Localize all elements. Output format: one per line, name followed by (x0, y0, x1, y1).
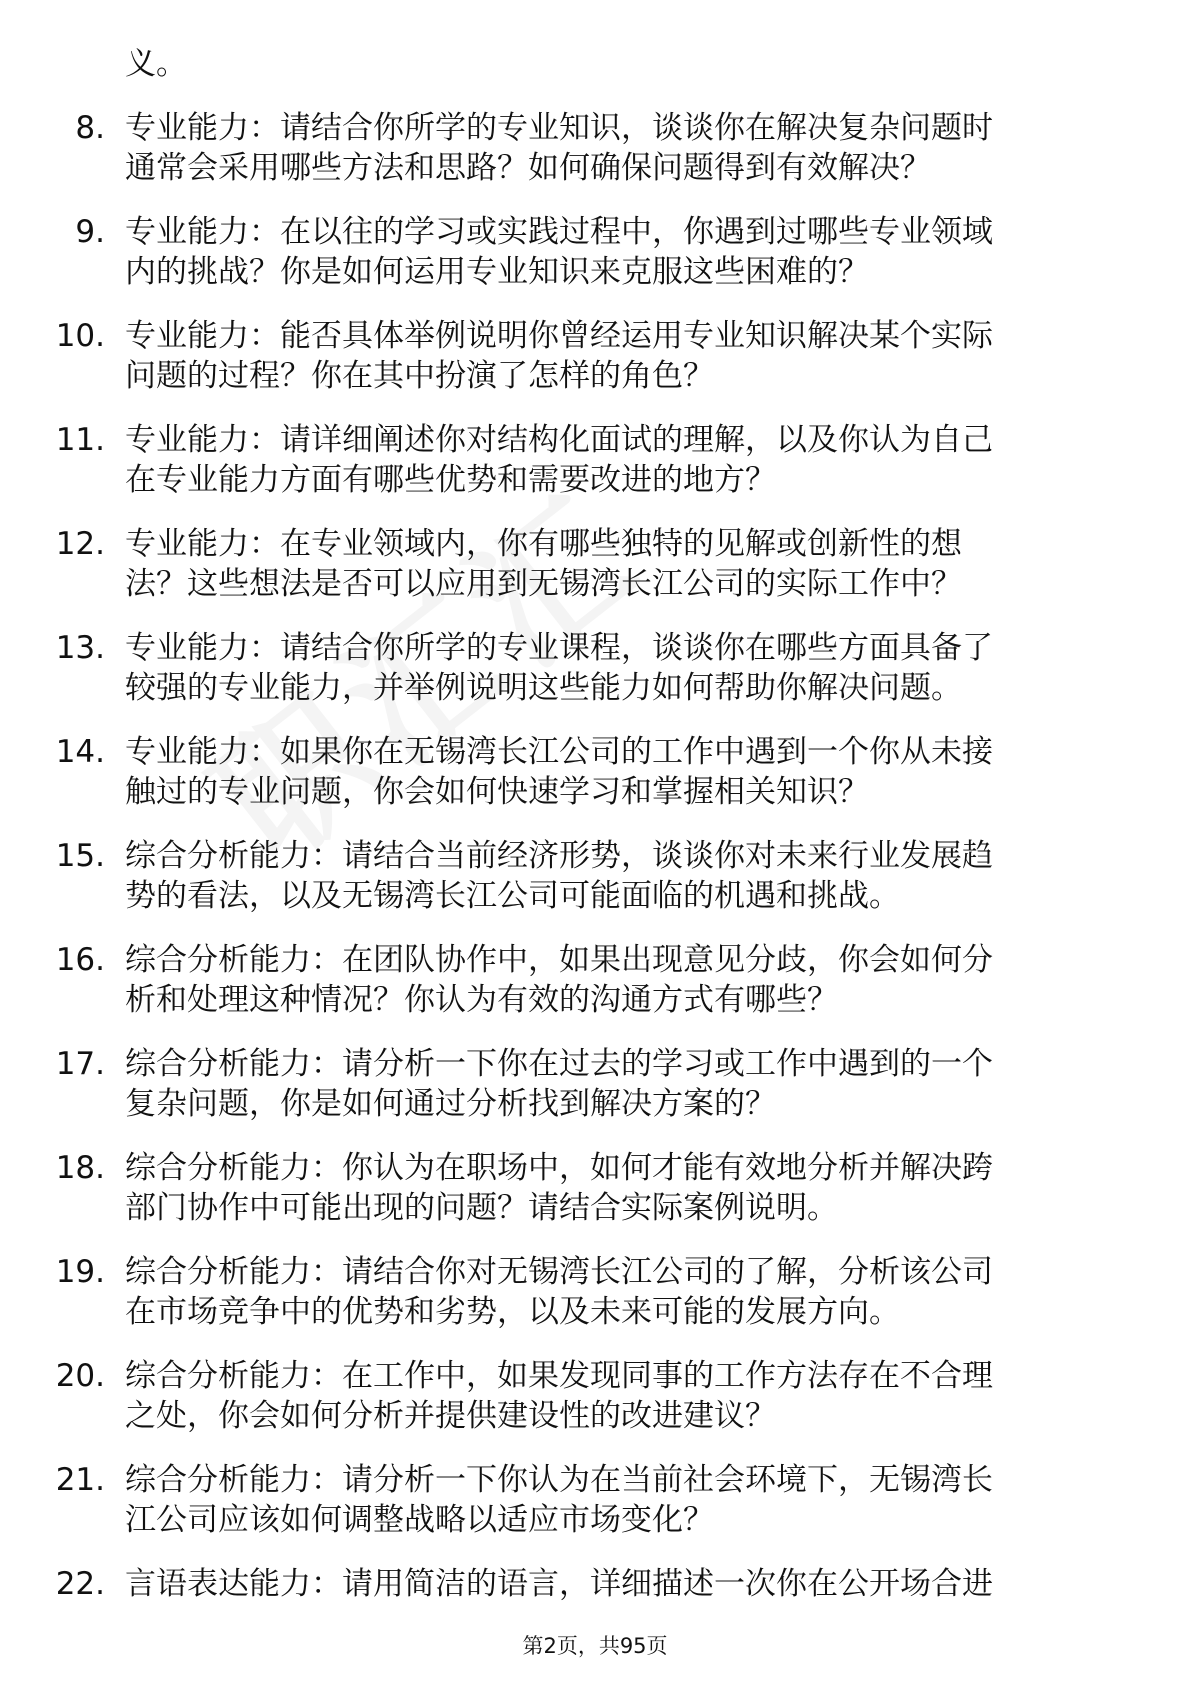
question-number: 12. (55, 526, 105, 562)
question-number: 17. (55, 1046, 105, 1082)
page-footer: 第2页，共95页 (522, 1634, 668, 1658)
question-line: 综合分析能力：请分析一下你认为在当前社会环境下，无锡湾长 (125, 1462, 993, 1498)
question-line: 专业能力：能否具体举例说明你曾经运用专业知识解决某个实际 (125, 318, 993, 354)
question-number: 9. (75, 214, 105, 250)
question-item (0, 1148, 1190, 1228)
question-item (0, 1252, 1190, 1332)
question-line: 综合分析能力：请结合当前经济形势，谈谈你对未来行业发展趋 (125, 838, 993, 874)
question-item (0, 1460, 1190, 1540)
question-text (125, 1044, 1105, 1124)
question-text (125, 836, 1105, 916)
question-line: 在专业能力方面有哪些优势和需要改进的地方？ (125, 462, 776, 498)
question-number: 8. (75, 110, 105, 146)
question-text (125, 316, 1105, 396)
question-line: 析和处理这种情况？你认为有效的沟通方式有哪些？ (125, 982, 838, 1018)
question-line: 综合分析能力：请分析一下你在过去的学习或工作中遇到的一个 (125, 1046, 993, 1082)
question-number: 18. (55, 1150, 105, 1186)
question-number: 20. (55, 1358, 105, 1394)
question-line: 江公司应该如何调整战略以适应市场变化？ (125, 1502, 714, 1538)
question-line: 复杂问题，你是如何通过分析找到解决方案的？ (125, 1086, 776, 1122)
question-number: 15. (55, 838, 105, 874)
question-line: 综合分析能力：请结合你对无锡湾长江公司的了解，分析该公司 (125, 1254, 993, 1290)
question-line: 言语表达能力：请用简洁的语言，详细描述一次你在公开场合进 (125, 1566, 993, 1602)
question-number: 14. (55, 734, 105, 770)
question-line: 通常会采用哪些方法和思路？如何确保问题得到有效解决？ (125, 150, 931, 186)
question-line: 综合分析能力：在团队协作中，如果出现意见分歧，你会如何分 (125, 942, 993, 978)
question-item (0, 316, 1190, 396)
question-line: 专业能力：请结合你所学的专业课程，谈谈你在哪些方面具备了 (125, 630, 993, 666)
question-item (0, 836, 1190, 916)
question-text (125, 732, 1105, 812)
question-text (125, 1460, 1105, 1540)
question-item (0, 212, 1190, 292)
question-line: 在市场竞争中的优势和劣势，以及未来可能的发展方向。 (125, 1294, 900, 1330)
question-item (0, 108, 1190, 188)
question-line: 内的挑战？你是如何运用专业知识来克服这些困难的？ (125, 254, 869, 290)
question-item (0, 1356, 1190, 1436)
question-text (125, 524, 1105, 604)
question-item (0, 524, 1190, 604)
question-line: 专业能力：如果你在无锡湾长江公司的工作中遇到一个你从未接 (125, 734, 993, 770)
question-item (0, 940, 1190, 1020)
question-number: 11. (55, 422, 105, 458)
question-item (0, 1564, 1190, 1604)
question-line: 综合分析能力：你认为在职场中，如何才能有效地分析并解决跨 (125, 1150, 993, 1186)
question-line: 势的看法，以及无锡湾长江公司可能面临的机遇和挑战。 (125, 878, 900, 914)
question-item (0, 1044, 1190, 1124)
question-line: 专业能力：请结合你所学的专业知识，谈谈你在解决复杂问题时 (125, 110, 993, 146)
question-line: 综合分析能力：在工作中，如果发现同事的工作方法存在不合理 (125, 1358, 993, 1394)
question-line: 问题的过程？你在其中扮演了怎样的角色？ (125, 358, 714, 394)
question-line: 触过的专业问题，你会如何快速学习和掌握相关知识？ (125, 774, 869, 810)
question-item (0, 628, 1190, 708)
question-text (125, 1564, 1105, 1604)
question-text (125, 1356, 1105, 1436)
question-number: 22. (55, 1566, 105, 1602)
question-number: 19. (55, 1254, 105, 1290)
question-text (125, 420, 1105, 500)
document-body (0, 44, 1190, 1628)
question-number: 21. (55, 1462, 105, 1498)
question-number: 13. (55, 630, 105, 666)
question-line: 部门协作中可能出现的问题？请结合实际案例说明。 (125, 1190, 838, 1226)
question-line: 之处，你会如何分析并提供建设性的改进建议？ (125, 1398, 776, 1434)
question-number: 10. (55, 318, 105, 354)
question-line: 法？这些想法是否可以应用到无锡湾长江公司的实际工作中？ (125, 566, 962, 602)
question-line: 专业能力：请详细阐述你对结构化面试的理解，以及你认为自己 (125, 422, 993, 458)
question-line: 专业能力：在专业领域内，你有哪些独特的见解或创新性的想 (125, 526, 962, 562)
question-text (125, 628, 1105, 708)
question-item (0, 420, 1190, 500)
question-line: 专业能力：在以往的学习或实践过程中，你遇到过哪些专业领域 (125, 214, 993, 250)
question-text (125, 1252, 1105, 1332)
question-line: 较强的专业能力，并举例说明这些能力如何帮助你解决问题。 (125, 670, 962, 706)
question-text (125, 108, 1105, 188)
question-item (0, 732, 1190, 812)
question-text (125, 212, 1105, 292)
question-text (125, 940, 1105, 1020)
continued-text: 义。 (125, 46, 187, 82)
question-number: 16. (55, 942, 105, 978)
question-text (125, 1148, 1105, 1228)
